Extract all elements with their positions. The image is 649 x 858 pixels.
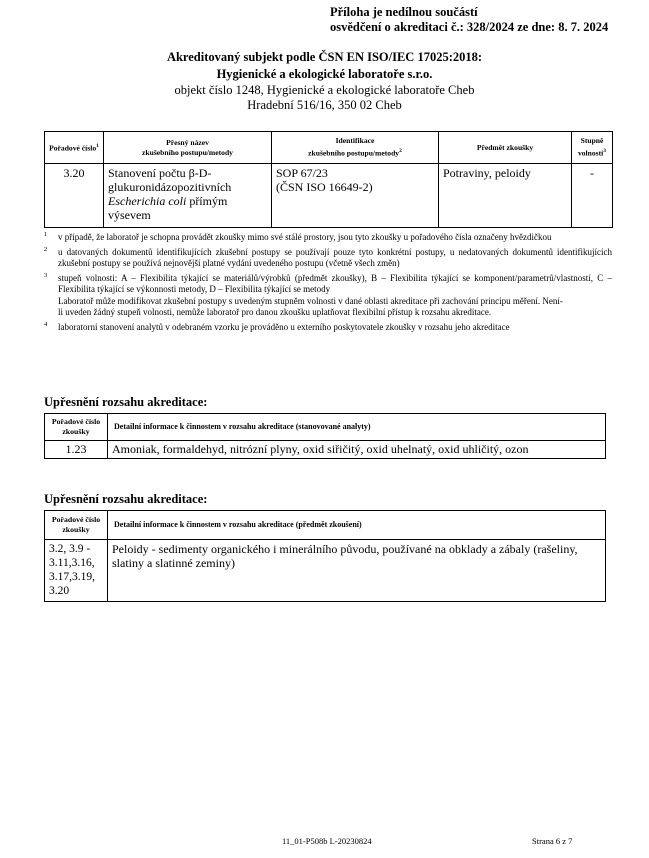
footnote — [44, 296, 612, 319]
row-method-id-sop: SOP 67/23 — [276, 166, 328, 180]
section2-title: Upřesnění rozsahu akreditace: — [44, 492, 208, 506]
section2-table — [44, 510, 606, 602]
document-header — [330, 5, 649, 35]
row-subject: Potraviny, peloidy — [439, 164, 572, 228]
row-method-name-organism: Escherichia coli — [108, 194, 187, 208]
row-method-id — [272, 164, 439, 228]
section1-table — [44, 413, 606, 459]
section1-title: Upřesnění rozsahu akreditace: — [44, 395, 208, 409]
footer-page: Strana 6 z 7 — [532, 836, 573, 846]
section2-header-number: Pořadové číslo zkoušky — [45, 511, 108, 540]
footnote — [44, 322, 612, 334]
header-method-id-line1: Identifikace — [335, 136, 375, 146]
header-method-id — [272, 132, 439, 164]
section1-header-number: Pořadové číslo zkoušky — [45, 414, 108, 441]
footnote-text: laboratorní stanovení analytů v odebraném vzorku je prováděno u externího poskytovatele zkoušky v rozsahu jeho akreditace — [58, 321, 510, 332]
footnote — [44, 273, 612, 296]
footnote — [44, 247, 612, 270]
header-method-name — [104, 132, 272, 164]
row-method-name-part1: Stanovení počtu β-D-glukuronidázopozitivních — [108, 166, 232, 194]
main-table-header — [45, 132, 613, 164]
header-method-id-line2: zkušebního postupu/metody — [308, 148, 400, 158]
header-degree-label: Stupně volnosti — [577, 136, 604, 158]
main-table-row — [45, 164, 613, 228]
footnote-text: stupeň volnosti: A – Flexibilita týkající se materiálů/výrobků (předmět zkoušky), B – Flexibilita týkající se komponent/parametrů/vlastností, C – Flexibilita týkající se výkonnosti metody, D – Flexibilita týkající se metody — [58, 272, 612, 294]
row-method-name — [104, 164, 272, 228]
row-degree: - — [572, 164, 613, 228]
subject-standard: Akreditovaný subjekt podle ČSN EN ISO/IEC 17025:2018: — [166, 50, 483, 64]
section2-header-detail: Detailní informace k činnostem v rozsahu akreditace (předmět zkoušení) — [108, 511, 606, 540]
main-table — [44, 131, 613, 228]
header-method-name-line2: zkušebního postupu/metody — [142, 147, 233, 157]
header-method-id-sup: 2 — [399, 148, 402, 155]
subject-name: Hygienické a ekologické laboratoře s.r.o. — [216, 67, 433, 81]
section1-row-number: 1.23 — [45, 441, 108, 459]
header-number-label: Pořadové číslo — [49, 143, 97, 153]
section1-header-detail: Detailní informace k činnostem v rozsahu akreditace (stanovované analyty) — [108, 414, 606, 441]
header-line-2: osvědčení o akreditaci č.: 328/2024 ze dne: 8. 7. 2024 — [330, 20, 609, 34]
footnote-mark: 1 — [44, 231, 48, 238]
header-degree-sup: 3 — [603, 148, 607, 155]
footnote-mark: 4 — [44, 320, 48, 328]
header-subject: Předmět zkoušky — [439, 132, 572, 164]
section1-header — [45, 414, 606, 441]
row-number: 3.20 — [45, 164, 104, 228]
header-number-sup: 1 — [96, 143, 99, 150]
footnote-text: Laboratoř může modifikovat zkušební postupy s uvedeným stupněm volnosti v dané oblasti akreditace při zachování principu měření. Není-li uveden žádný stupeň volnosti, nemůže laboratoř pro danou zkoušku uplatňovat flexibilní přístup k rozsahu akreditace. — [58, 295, 563, 317]
footnote — [44, 232, 612, 244]
header-line-1: Příloha je nedílnou součástí — [330, 5, 478, 19]
footnote-text: u datovaných dokumentů identifikujících zkušební postupy se používají pouze tyto konkrétní postupy, u nedatovaných dokumentů identifikujících zkušební postupy se používá nejnovější platné vydání uvedeného postupu (včetně všech změn) — [58, 246, 612, 268]
section1-row-text: Amoniak, formaldehyd, nitrózní plyny, oxid siřičitý, oxid uhelnatý, oxid uhličitý, ozon — [108, 441, 606, 459]
footnote-mark: 2 — [44, 245, 48, 253]
footnotes — [44, 232, 612, 336]
section2-row — [45, 540, 606, 602]
section2-row-number: 3.2, 3.9 - 3.11,3.16, 3.17,3.19, 3.20 — [45, 540, 108, 602]
header-number — [45, 132, 104, 164]
row-method-id-standard: (ČSN ISO 16649-2) — [276, 180, 373, 194]
row-method-name-part2: přímým výsevem — [108, 194, 228, 222]
footer-doc-id: 11_01-P508b L-20230824 — [282, 836, 372, 846]
section2-row-text: Peloidy - sedimenty organického i minerálního původu, používané na obklady a zábaly (rašeliny, slatiny a slatinné zeminy) — [108, 540, 606, 602]
footnote-text: v případě, že laboratoř je schopna provádět zkoušky mimo své stálé prostory, jsou tyto zkoušky u pořadového čísla označeny hvězdičkou — [58, 232, 552, 242]
section2-header — [45, 511, 606, 540]
section1-row — [45, 441, 606, 459]
subject-object: objekt číslo 1248, Hygienické a ekologické laboratoře Cheb — [174, 83, 475, 97]
header-method-name-line1: Přesný název — [166, 137, 209, 147]
subject-address: Hradební 516/16, 350 02 Cheb — [247, 98, 402, 112]
footnote-mark: 3 — [44, 271, 48, 279]
header-degree — [572, 132, 613, 164]
